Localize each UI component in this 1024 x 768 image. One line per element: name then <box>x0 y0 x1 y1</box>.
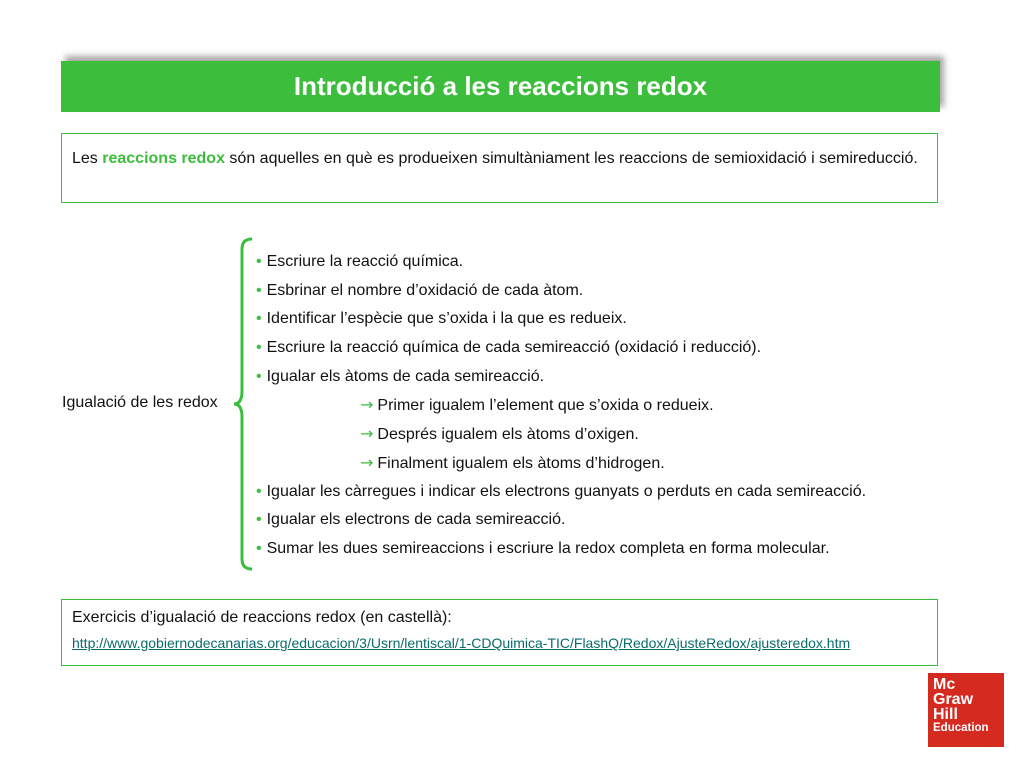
step-item <box>256 478 866 507</box>
bullet-icon: • <box>256 511 262 529</box>
sub-step-item <box>256 449 866 478</box>
step-item <box>256 334 866 363</box>
bullet-icon: • <box>256 253 262 270</box>
exercise-title: Exercicis d’igualació de reaccions redox (en castellà): <box>72 609 452 626</box>
step-item <box>256 363 866 392</box>
arrow-icon: → <box>360 424 374 444</box>
step-text: Escriure la reacció química. <box>266 253 464 270</box>
step-text: Primer igualem l’element que s’oxida o redueix. <box>377 397 714 415</box>
step-text: Igualar els àtoms de cada semireacció. <box>266 367 545 385</box>
intro-box <box>61 133 938 203</box>
step-text: Escriure la reacció química de cada semireacció (oxidació i reducció). <box>266 339 762 357</box>
step-text: Identificar l’espècie que s’oxida i la que es redueix. <box>266 310 627 328</box>
bullet-icon: • <box>256 339 262 357</box>
arrow-icon: → <box>360 395 374 415</box>
exercise-box <box>61 599 938 666</box>
intro-text-before: Les <box>72 150 103 167</box>
step-item <box>256 535 866 564</box>
mcgraw-hill-logo: Mc Graw Hill Education <box>928 673 1004 747</box>
arrow-icon: → <box>360 452 374 472</box>
step-item <box>256 277 866 306</box>
sub-step-item <box>256 391 866 420</box>
balancing-label: Igualació de les redox <box>62 394 218 411</box>
step-text: Finalment igualem els àtoms d’hidrogen. <box>377 454 665 472</box>
step-item <box>256 305 866 334</box>
bullet-icon: • <box>256 539 262 557</box>
step-text: Sumar les dues semireaccions i escriure la redox completa en forma molecular. <box>266 539 830 557</box>
sub-step-item <box>256 420 866 449</box>
bullet-icon: • <box>256 482 262 500</box>
intro-term: reaccions redox <box>102 150 225 167</box>
step-text: Després igualem els àtoms d’oxigen. <box>377 426 639 444</box>
step-item <box>256 248 866 277</box>
step-text: Igualar les càrregues i indicar els electrons guanyats o perduts en cada semireacció. <box>266 482 867 500</box>
steps-list <box>256 248 866 564</box>
exercise-link[interactable]: http://www.gobiernodecanarias.org/educacion/3/Usrn/lentiscal/1-CDQuimica-TIC/FlashQ/Redox/AjusteRedox/ajusteredox.htm <box>72 635 851 651</box>
intro-text-after: són aquelles en què es produeixen simultàniament les reaccions de semioxidació i semireducció. <box>224 150 918 167</box>
step-item <box>256 506 866 535</box>
page-title: Introducció a les reaccions redox <box>61 61 940 112</box>
bullet-icon: • <box>256 310 262 328</box>
curly-brace-icon <box>230 236 254 572</box>
bullet-icon: • <box>256 281 262 299</box>
step-text: Igualar els electrons de cada semireacció. <box>266 511 566 529</box>
bullet-icon: • <box>256 367 262 385</box>
step-text: Esbrinar el nombre d’oxidació de cada àtom. <box>266 281 584 299</box>
